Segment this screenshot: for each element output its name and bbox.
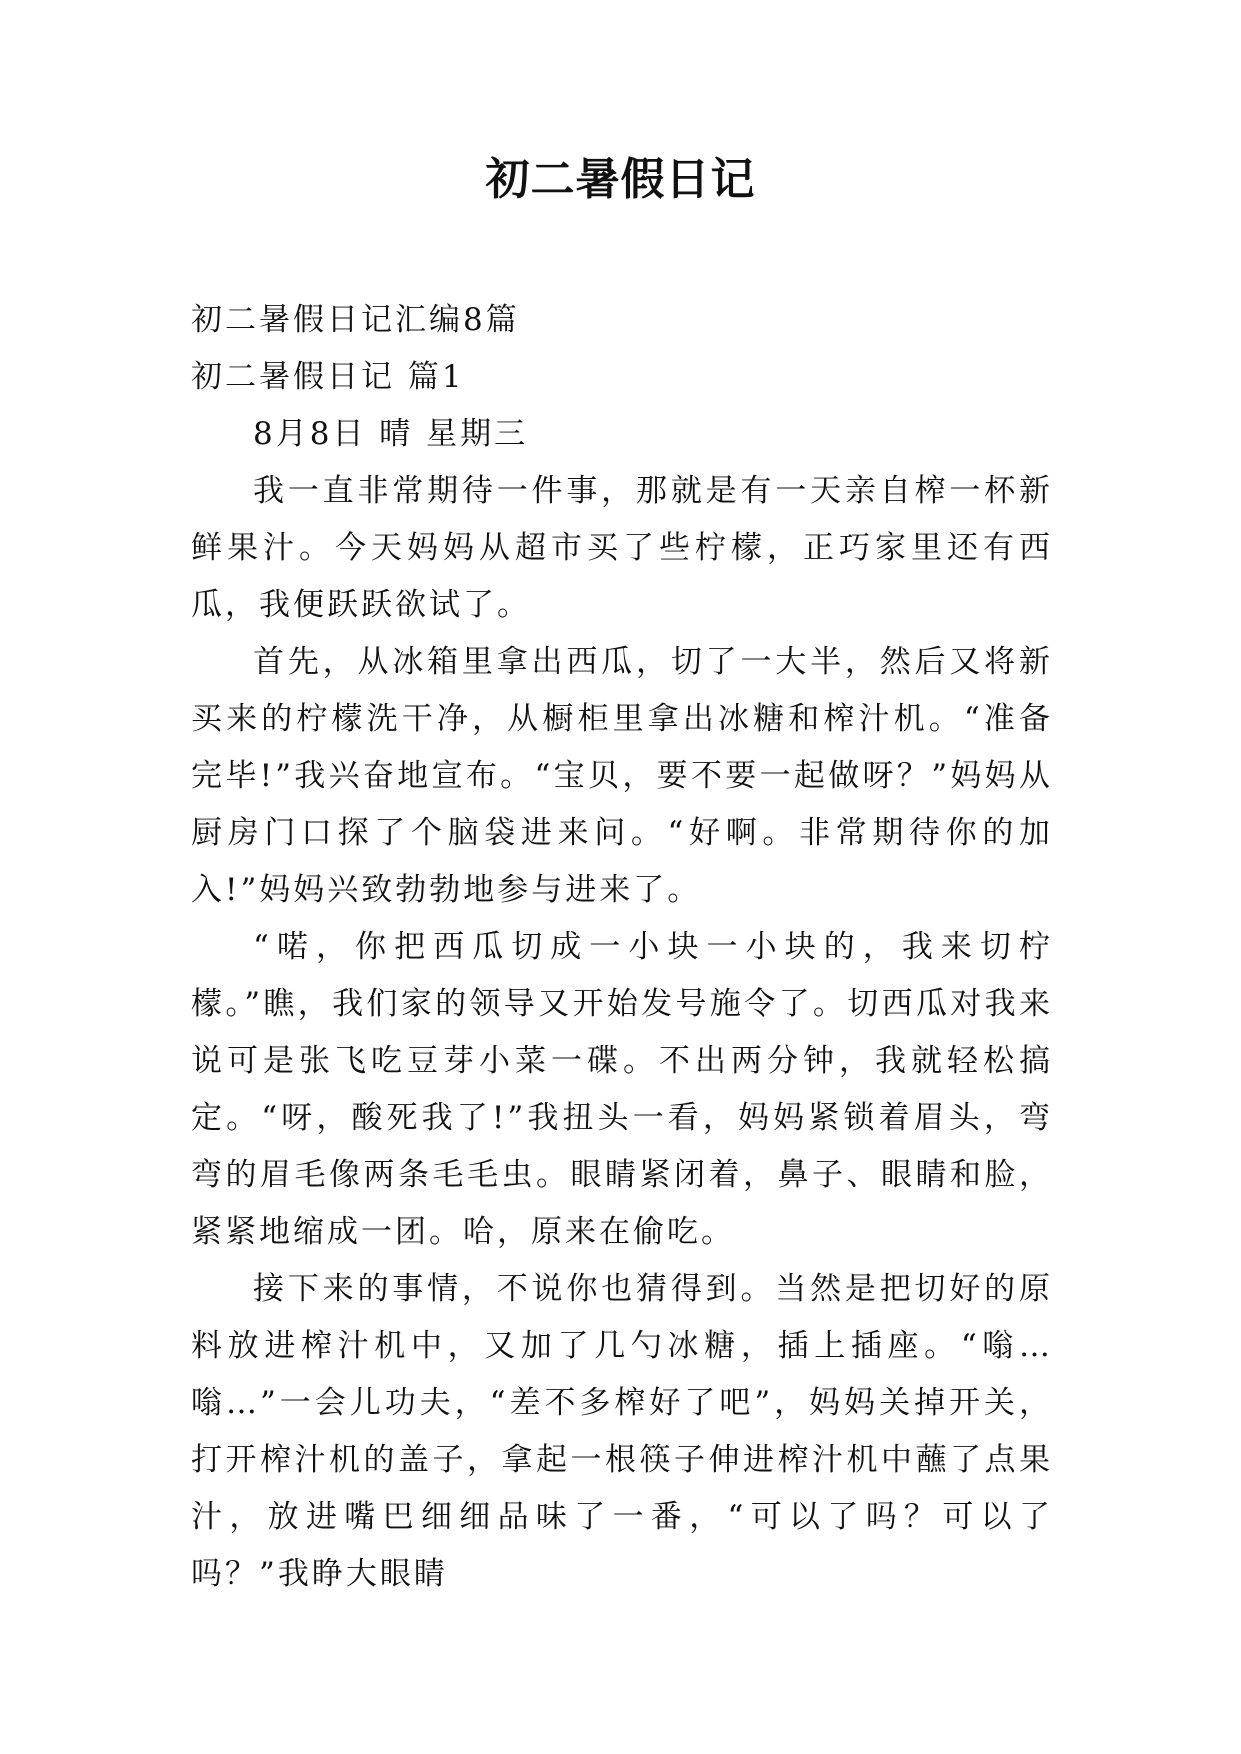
body-paragraph: 首先，从冰箱里拿出西瓜，切了一大半，然后又将新买来的柠檬洗干净，从橱柜里拿出冰糖和榨汁机。“准备完毕!”我兴奋地宣布。“宝贝，要不要一起做呀？”妈妈从厨房门口探了个脑袋进来问。“好啊。非常期待你的加入!”妈妈兴致勃勃地参与进来了。 [191,644,1053,908]
collection-heading: 初二暑假日记汇编8篇 [191,302,520,338]
entry-date-line: 8月8日 晴 星期三 [253,416,529,452]
entry-heading: 初二暑假日记 篇1 [191,359,465,395]
body-paragraph: “喏，你把西瓜切成一小块一小块的，我来切柠檬。”瞧，我们家的领导又开始发号施令了。切西瓜对我来说可是张飞吃豆芽小菜一碟。不出两分钟，我就轻松搞定。“呀，酸死我了!”我扭头一看，妈妈紧锁着眉头，弯弯的眉毛像两条毛毛虫。眼睛紧闭着，鼻子、眼睛和脸，紧紧地缩成一团。哈，原来在偷吃。 [191,929,1053,1250]
body-paragraph: 接下来的事情，不说你也猜得到。当然是把切好的原料放进榨汁机中，又加了几勺冰糖，插上插座。“嗡…嗡…”一会儿功夫，“差不多榨好了吧”，妈妈关掉开关，打开榨汁机的盖子，拿起一根筷子伸进榨汁机中蘸了点果汁，放进嘴巴细细品味了一番，“可以了吗？可以了吗？”我睁大眼睛 [191,1271,1053,1592]
document-body [191,292,1053,1603]
document-title: 初二暑假日记 [485,154,756,205]
body-paragraph: 我一直非常期待一件事，那就是有一天亲自榨一杯新鲜果汁。今天妈妈从超市买了些柠檬，正巧家里还有西瓜，我便跃跃欲试了。 [191,473,1053,623]
